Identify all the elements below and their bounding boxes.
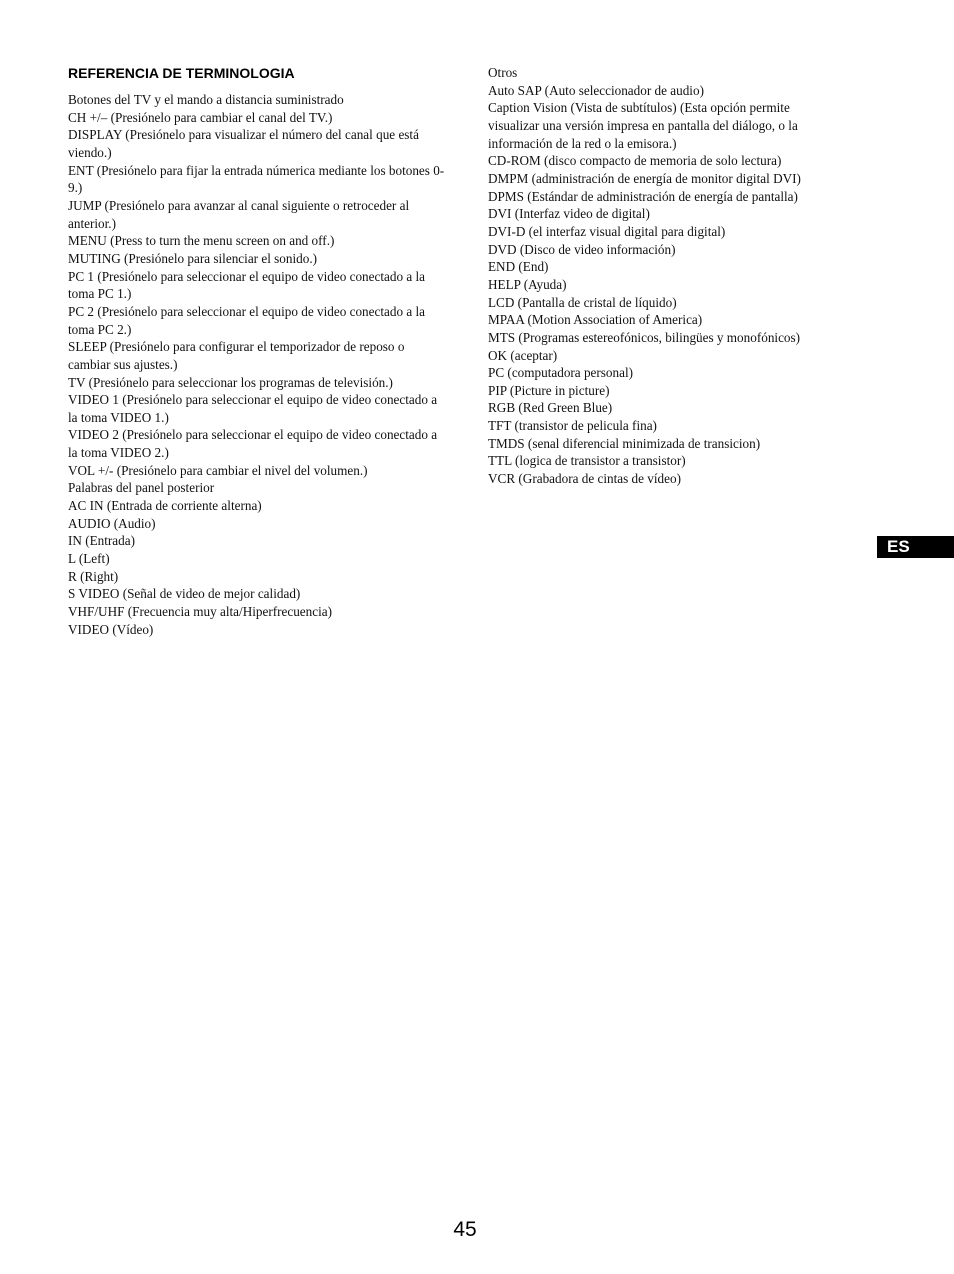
list-item: LCD (Pantalla de cristal de líquido)	[488, 294, 677, 310]
list-item: PIP (Picture in picture)	[488, 382, 610, 398]
list-item: PC (computadora personal)	[488, 365, 634, 381]
list-item: AC IN (Entrada de corriente alterna)	[68, 498, 262, 514]
left-column	[68, 64, 446, 638]
list-item: IN (Entrada)	[68, 533, 135, 549]
list-item: PC 2 (Presiónelo para seleccionar el equipo de video conectado a la toma PC 2.)	[68, 303, 426, 337]
terminology-list-right	[488, 64, 836, 488]
list-item: VHF/UHF (Frecuencia muy alta/Hiperfrecuencia)	[68, 604, 333, 620]
list-item: L (Left)	[68, 551, 110, 567]
list-item: DVI-D (el interfaz visual digital para digital)	[488, 223, 726, 239]
list-item: TFT (transistor de pelicula fina)	[488, 418, 657, 434]
list-item: CD-ROM (disco compacto de memoria de solo lectura)	[488, 153, 782, 169]
page-number: 45	[453, 1218, 477, 1241]
list-item: AUDIO (Audio)	[68, 515, 156, 531]
list-item: VIDEO 2 (Presiónelo para seleccionar el equipo de video conectado a la toma VIDEO 2.)	[68, 427, 438, 461]
list-item: CH +/– (Presiónelo para cambiar el canal del TV.)	[68, 109, 333, 125]
list-item: Caption Vision (Vista de subtítulos) (Esta opción permite visualizar una versión impresa en pantalla del diálogo, o la información de la red o la emisora.)	[488, 100, 798, 151]
list-item: VCR (Grabadora de cintas de vídeo)	[488, 471, 681, 487]
list-item: RGB (Red Green Blue)	[488, 400, 613, 416]
list-item: DVI (Interfaz video de digital)	[488, 206, 650, 222]
list-item: DMPM (administración de energía de monitor digital DVI)	[488, 170, 801, 186]
terminology-list-left	[68, 91, 446, 638]
list-item: HELP (Ayuda)	[488, 276, 567, 292]
list-item: SLEEP (Presiónelo para configurar el temporizador de reposo o cambiar sus ajustes.)	[68, 339, 405, 372]
right-column	[488, 64, 836, 488]
list-item: DISPLAY (Presiónelo para visualizar el número del canal que está viendo.)	[68, 127, 419, 160]
list-item: VIDEO 1 (Presiónelo para seleccionar el equipo de video conectado a la toma VIDEO 1.)	[68, 392, 438, 425]
list-item: MUTING (Presiónelo para silenciar el sonido.)	[68, 250, 318, 266]
list-item: TMDS (senal diferencial minimizada de transicion)	[488, 435, 761, 451]
list-item: OK (aceptar)	[488, 347, 558, 363]
list-item: MENU (Press to turn the menu screen on and off.)	[68, 233, 335, 249]
list-item: END (End)	[488, 259, 549, 275]
list-item: ENT (Presiónelo para fijar la entrada númerica mediante los botones 0-9.)	[68, 162, 445, 196]
list-item: TTL (logica de transistor a transistor)	[488, 453, 686, 469]
list-item: PC 1 (Presiónelo para seleccionar el equipo de video conectado a la toma PC 1.)	[68, 268, 426, 302]
list-item: R (Right)	[68, 568, 119, 584]
list-item: TV (Presiónelo para seleccionar los programas de televisión.)	[68, 374, 393, 390]
list-item: Auto SAP (Auto seleccionador de audio)	[488, 82, 704, 98]
section-title: REFERENCIA DE TERMINOLOGIA	[68, 65, 295, 81]
list-item: VIDEO (Vídeo)	[68, 621, 154, 637]
list-item: S VIDEO (Señal de video de mejor calidad)	[68, 586, 301, 602]
language-tab: ES	[877, 536, 954, 558]
list-item: Otros	[488, 65, 518, 80]
list-item: VOL +/- (Presiónelo para cambiar el nivel del volumen.)	[68, 462, 368, 478]
list-item: DPMS (Estándar de administración de energía de pantalla)	[488, 188, 798, 204]
list-item: Botones del TV y el mando a distancia suministrado	[68, 92, 344, 107]
list-item: JUMP (Presiónelo para avanzar al canal siguiente o retroceder al anterior.)	[68, 197, 410, 231]
list-item: DVD (Disco de video información)	[488, 241, 676, 257]
list-item: MTS (Programas estereofónicos, bilingües y monofónicos)	[488, 329, 801, 345]
list-item: MPAA (Motion Association of America)	[488, 312, 703, 328]
list-item: Palabras del panel posterior	[68, 480, 215, 496]
